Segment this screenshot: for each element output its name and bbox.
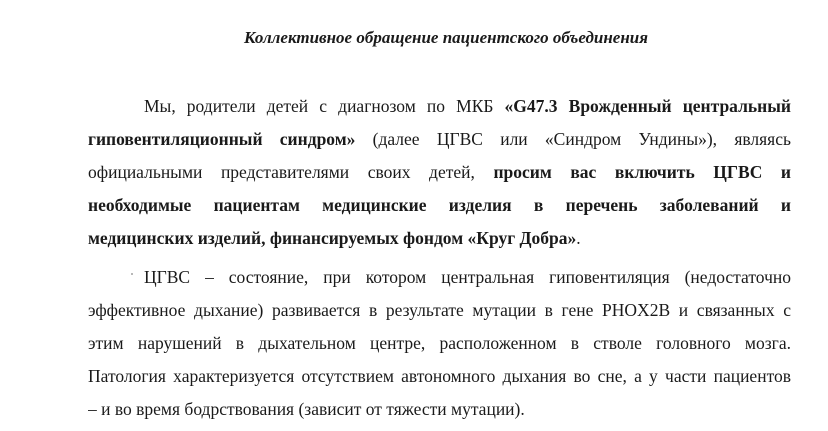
p1-l1-text-a: Мы, родители детей с диагнозом по МКБ xyxy=(144,96,505,116)
paragraph2-line2: эффективное дыхание) развивается в результате мутации в гене PHOX2B и связанных с xyxy=(88,300,791,320)
document-title: Коллективное обращение пациентского объединения xyxy=(244,28,648,47)
p1-l3-text-b: просим вас включить ЦГВС и xyxy=(493,162,791,182)
p1-l2-text-a: гиповентиляционный синдром» xyxy=(88,129,356,149)
paragraph2-line1: ЦГВС – состояние, при котором центральная гиповентиляция (недостаточно xyxy=(144,267,791,287)
p1-l5-text-b: . xyxy=(576,228,581,248)
p1-l3-text-a: официальными представителями своих детей, xyxy=(88,162,494,182)
p1-l1-text-b: «G47.3 Врожденный центральный xyxy=(504,96,791,116)
p1-l4-text-a: необходимые пациентам медицинские изделия в перечень заболеваний и xyxy=(88,195,791,215)
paragraph1-line5 xyxy=(88,227,791,251)
paragraph2-line5: – и во время бодрствования (зависит от тяжести мутации). xyxy=(88,399,525,419)
paragraph2-line3: этим нарушений в дыхательном центре, расположенном в стволе головного мозга. xyxy=(88,333,791,353)
paragraph1-line4 xyxy=(88,194,791,218)
p1-l5-text-a: медицинских изделий, финансируемых фондом «Круг Добра» xyxy=(88,228,577,248)
paragraph1-line1 xyxy=(144,95,791,119)
paragraph1-line2 xyxy=(88,128,791,152)
p1-l2-text-b: (далее ЦГВС или «Синдром Ундины»), являясь xyxy=(355,129,791,149)
paragraph1-line3 xyxy=(88,161,791,185)
paragraph2-line4: Патология характеризуется отсутствием автономного дыхания во сне, а у части пациентов xyxy=(88,366,791,386)
text-cursor-mark xyxy=(131,273,133,275)
